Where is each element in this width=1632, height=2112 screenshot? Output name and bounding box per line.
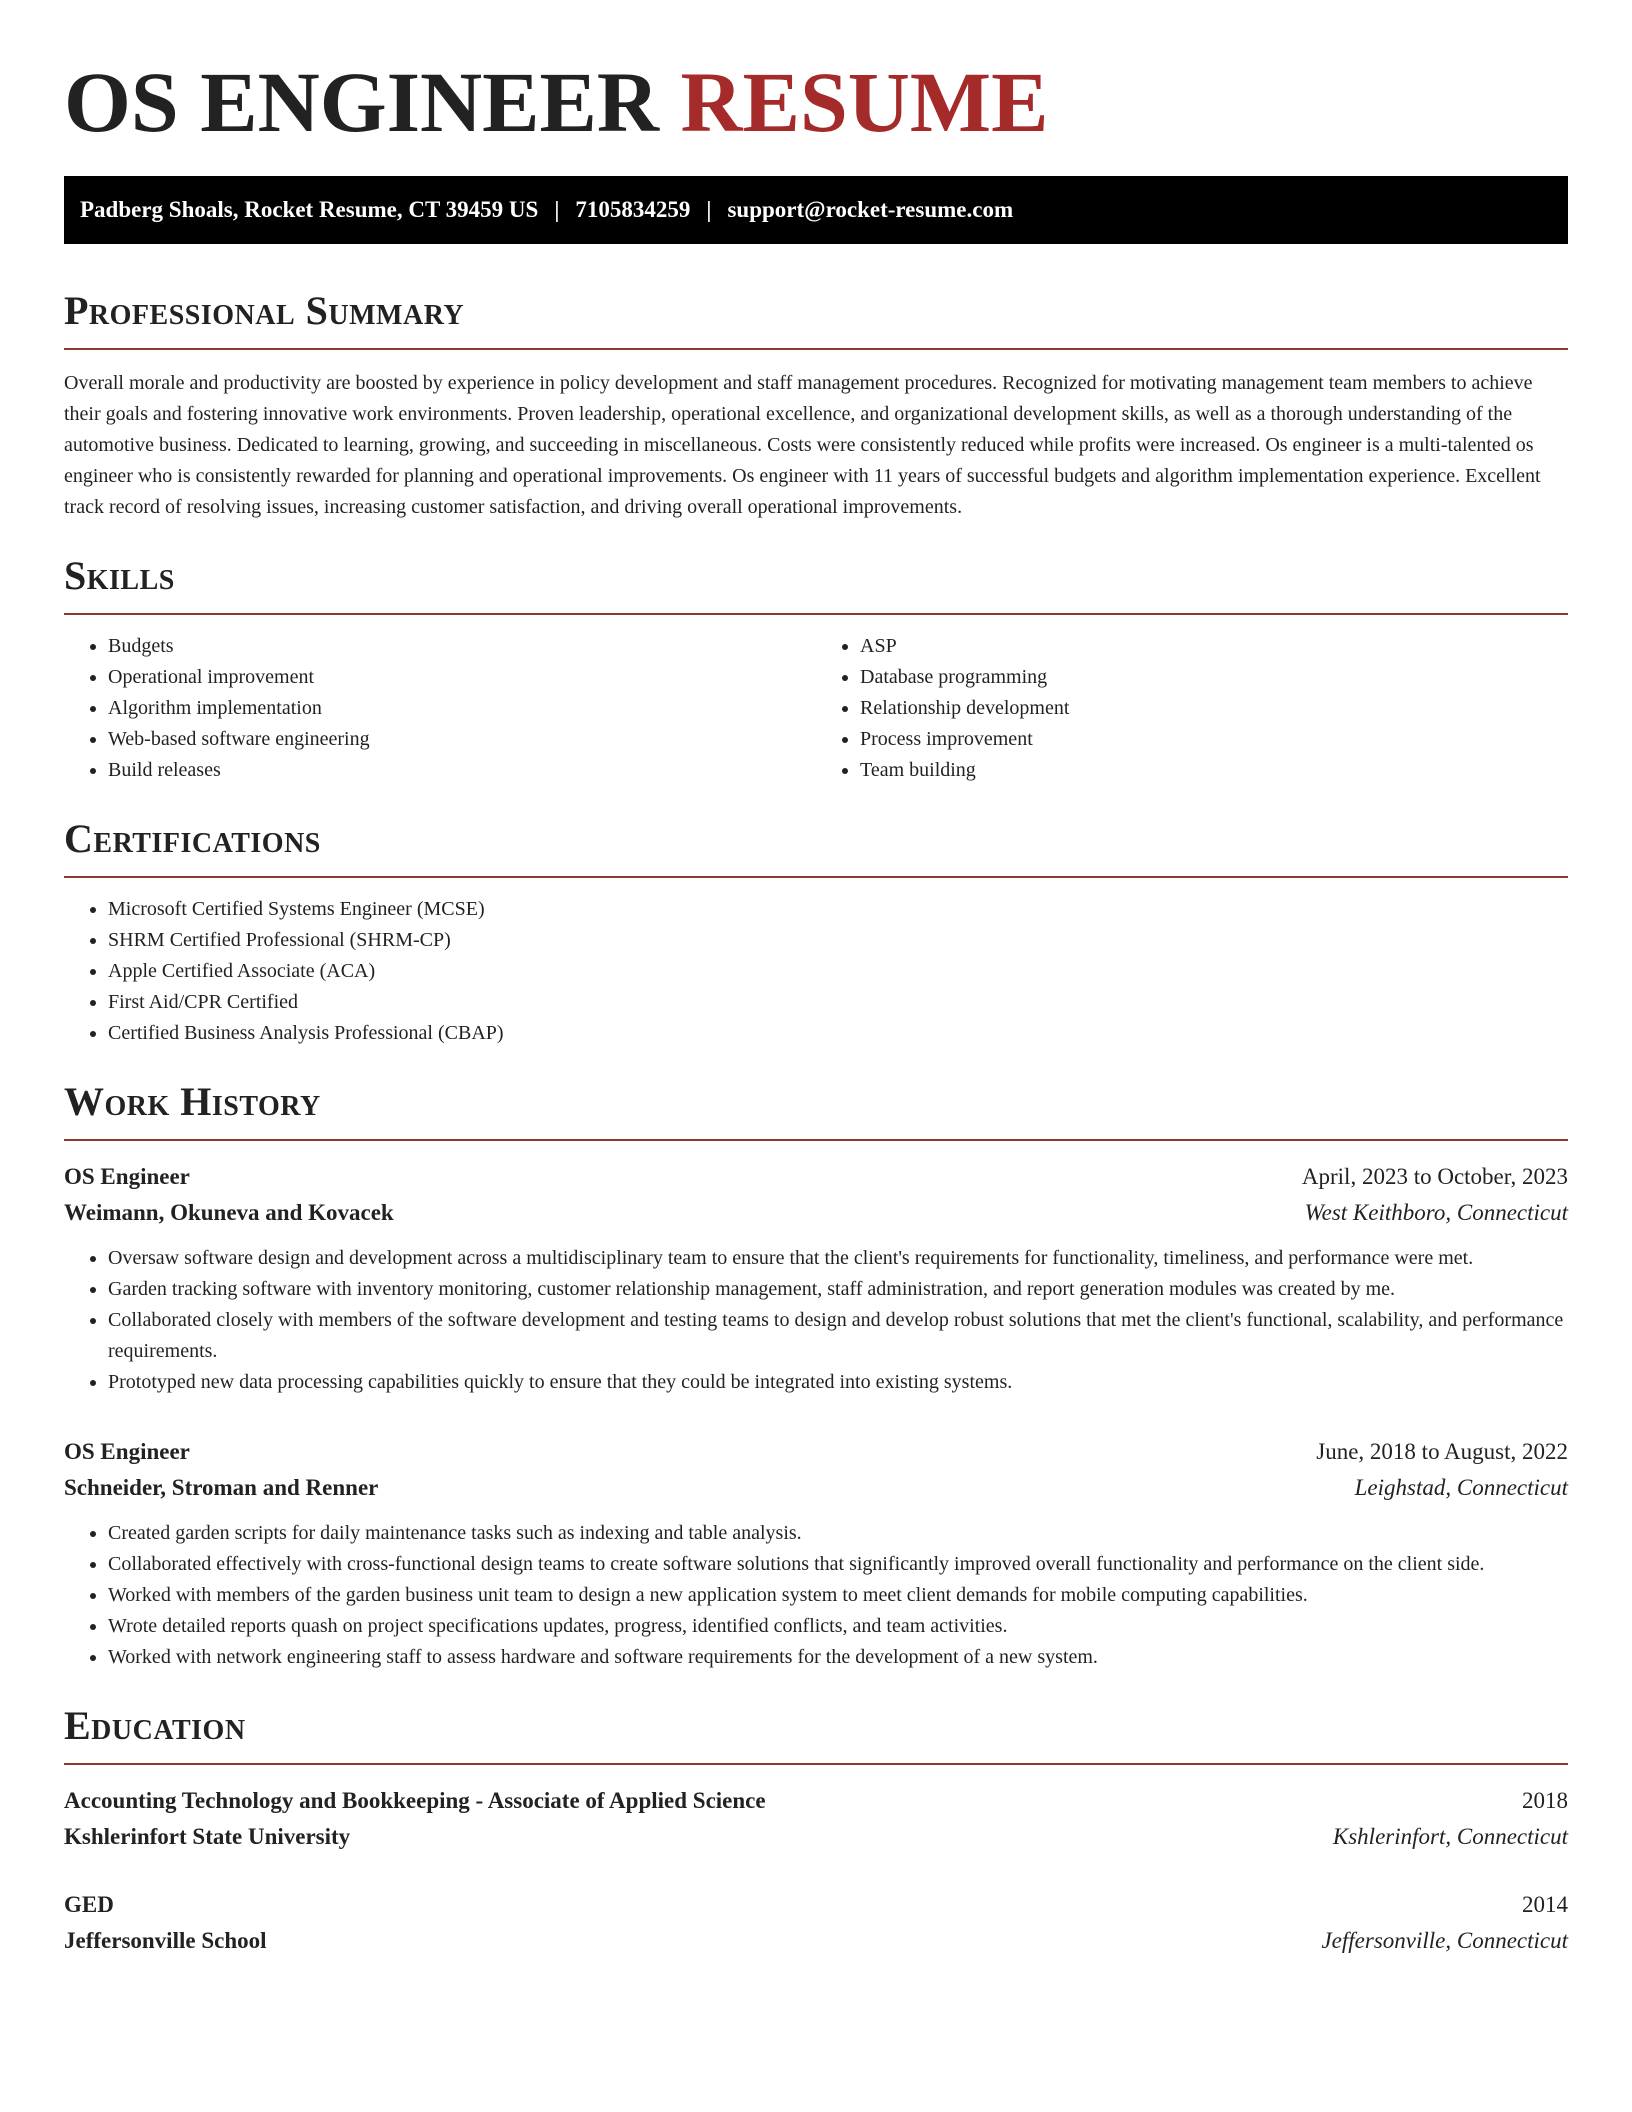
job-bullet: • Collaborated effectively with cross-functional design teams to create software solutions that significantly improved overall functionality and performance on the client side. [108,1549,1568,1580]
job-bullet: • Oversaw software design and development across a multidisciplinary team to ensure that the client's requirements for functionality, timeliness, and performance were met. [108,1243,1568,1274]
certification-item: • First Aid/CPR Certified [108,987,1568,1018]
work-history-section [64,1079,1568,1673]
job-dates: April, 2023 to October, 2023 [1301,1164,1568,1189]
resume-title [64,52,1568,152]
certifications-section [64,816,1568,1049]
job-bullet: • Prototyped new data processing capabilities quickly to ensure that they could be integrated into existing systems. [108,1367,1568,1398]
skill-item: • Web-based software engineering [108,724,816,755]
job-company: Schneider, Stroman and Renner [64,1475,379,1500]
skill-item: • Build releases [108,755,816,786]
certification-item: • Certified Business Analysis Professional (CBAP) [108,1018,1568,1049]
job-location: West Keithboro, Connecticut [1304,1200,1568,1225]
skill-item: • Team building [860,755,1568,786]
skills-list-left [64,631,816,786]
education-degree: GED [64,1892,114,1917]
job-bullets [64,1518,1568,1673]
education-location: Kshlerinfort, Connecticut [1332,1824,1568,1849]
education-school: Jeffersonville School [64,1928,267,1953]
title-main: OS ENGINEER [64,54,659,150]
job-bullet: • Wrote detailed reports quash on project specifications updates, progress, identified conflicts, and team activities. [108,1611,1568,1642]
education-entry [64,1887,1568,1959]
education-degree-row [64,1783,1568,1819]
contact-bar [64,176,1568,244]
job-title: OS Engineer [64,1164,190,1189]
skill-item: • Budgets [108,631,816,662]
contact-phone: 7105834259 [575,197,691,222]
section-heading: Education [64,1703,1568,1765]
job-bullet: • Worked with network engineering staff to assess hardware and software requirements for the development of a new system. [108,1642,1568,1673]
skill-item: • Operational improvement [108,662,816,693]
job-dates: June, 2018 to August, 2022 [1316,1439,1568,1464]
job-title: OS Engineer [64,1439,190,1464]
certifications-list [64,894,1568,1049]
education-section [64,1703,1568,1959]
job-company-row [64,1195,1568,1231]
contact-separator: | [706,197,712,222]
professional-summary-section [64,288,1568,523]
skills-grid [64,631,1568,786]
title-accent: RESUME [680,54,1049,150]
skill-item: • Database programming [860,662,1568,693]
skills-list-right [816,631,1568,786]
skills-section [64,553,1568,786]
job-bullets [64,1243,1568,1398]
education-school-row [64,1923,1568,1959]
job-entry [64,1434,1568,1673]
job-bullet: • Created garden scripts for daily maintenance tasks such as indexing and table analysis. [108,1518,1568,1549]
job-company-row [64,1470,1568,1506]
contact-email: support@rocket-resume.com [727,197,1014,222]
job-bullet: • Worked with members of the garden business unit team to design a new application system to meet client demands for mobile computing capabilities. [108,1580,1568,1611]
skill-item: • Process improvement [860,724,1568,755]
education-year: 2014 [1522,1892,1568,1917]
certification-item: • Apple Certified Associate (ACA) [108,956,1568,987]
job-bullet: • Collaborated closely with members of the software development and testing teams to design and develop robust solutions that met the client's functional, scalability, and performance requirements. [108,1305,1568,1367]
summary-text: Overall morale and productivity are boosted by experience in policy development and staff management procedures. Recognized for motivating management team members to achieve their goals and fostering innovative work environments. Proven leadership, operational excellence, and organizational development skills, as well as a thorough understanding of the automotive business. Dedicated to learning, growing, and succeeding in miscellaneous. Costs were consistently reduced while profits were increased. Os engineer is a multi-talented os engineer who is consistently rewarded for planning and operational improvements. Os engineer with 11 years of successful budgets and algorithm implementation experience. Excellent track record of resolving issues, increasing customer satisfaction, and driving overall operational improvements. [64,372,1541,518]
skill-item: • ASP [860,631,1568,662]
job-bullet: • Garden tracking software with inventory monitoring, customer relationship management, staff administration, and report generation modules was created by me. [108,1274,1568,1305]
education-school-row [64,1819,1568,1855]
education-degree: Accounting Technology and Bookkeeping - Associate of Applied Science [64,1788,766,1813]
education-degree-row [64,1887,1568,1923]
job-header-row [64,1159,1568,1195]
section-heading: Work History [64,1079,1568,1141]
section-heading: Skills [64,553,1568,615]
job-location: Leighstad, Connecticut [1354,1475,1568,1500]
contact-separator: | [554,197,560,222]
section-heading: Certifications [64,816,1568,878]
education-school: Kshlerinfort State University [64,1824,351,1849]
job-company: Weimann, Okuneva and Kovacek [64,1200,394,1225]
section-heading: Professional Summary [64,288,1568,350]
skill-item: • Algorithm implementation [108,693,816,724]
education-entry [64,1783,1568,1855]
job-entry [64,1159,1568,1398]
education-year: 2018 [1522,1788,1568,1813]
contact-address: Padberg Shoals, Rocket Resume, CT 39459 US [80,197,539,222]
job-header-row [64,1434,1568,1470]
skill-item: • Relationship development [860,693,1568,724]
certification-item: • Microsoft Certified Systems Engineer (MCSE) [108,894,1568,925]
certification-item: • SHRM Certified Professional (SHRM-CP) [108,925,1568,956]
education-location: Jeffersonville, Connecticut [1321,1928,1568,1953]
